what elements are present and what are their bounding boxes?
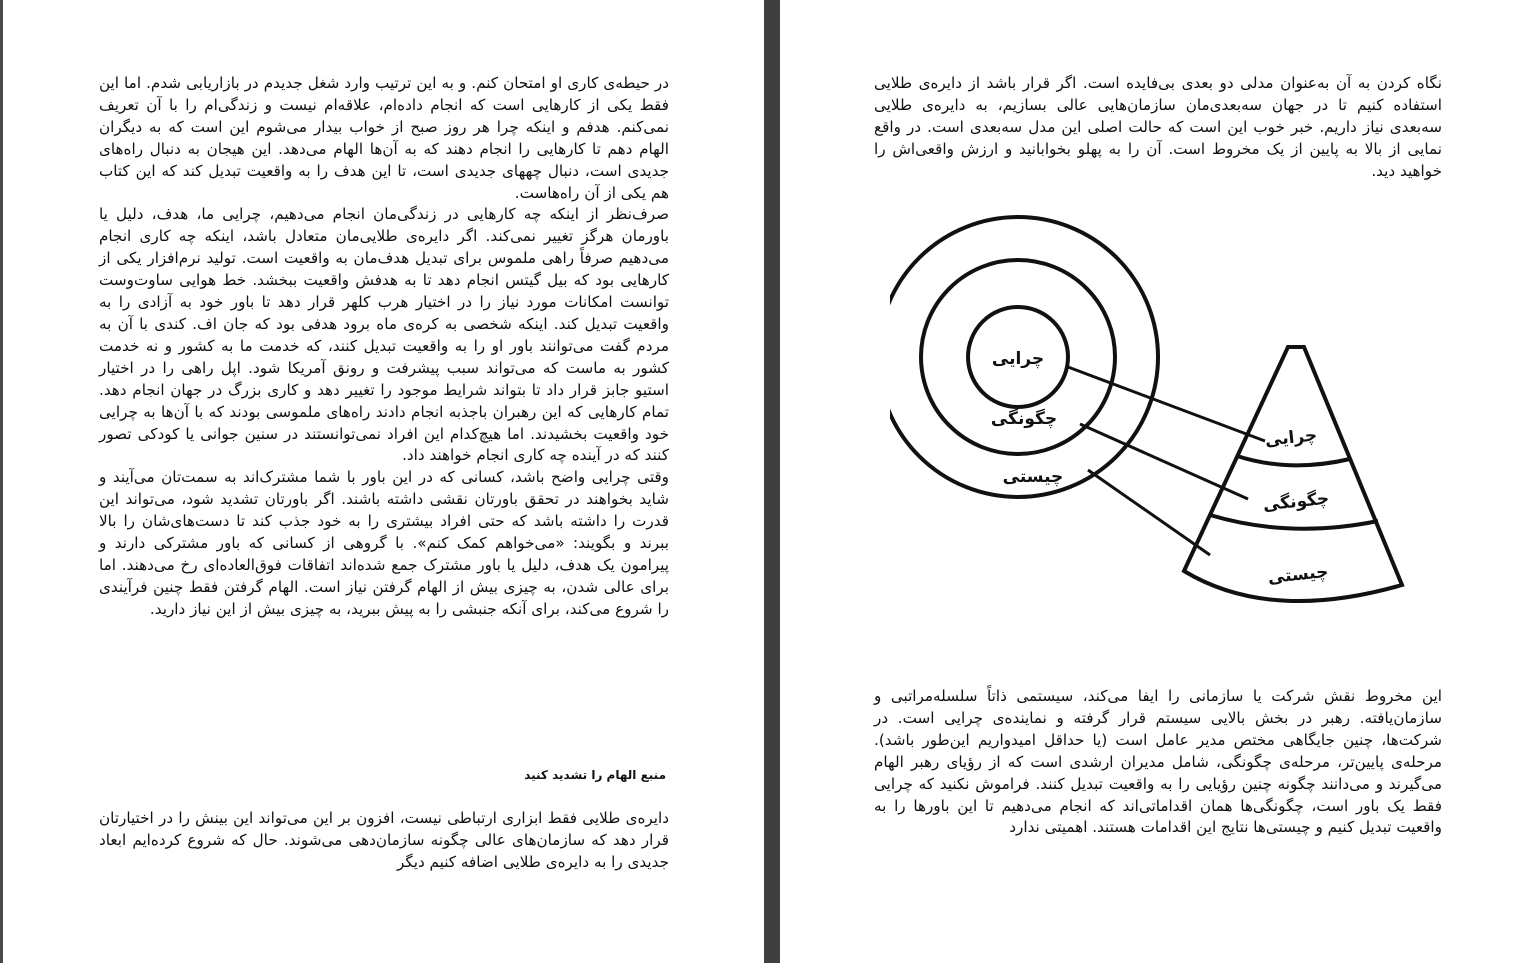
right-page-intro — [874, 73, 1442, 183]
paragraph: نگاه کردن به آن به‌عنوان مدلی دو بعدی بی‌فایده است. اگر قرار باشد از دایره‌ی طلایی استفاده کنیم تا در جهان سه‌بعدی‌مان سازمان‌هایی عالی بسازیم، به دایره‌ی طلایی سه‌بعدی نیاز داریم. خبر خوب این است که حالت اصلی این مدل سه‌بعدی است. در واقع نمایی از بالا به پایین از یک مخروط است. آن را به پهلو بخوابانید و ارزش واقعی‌اش را خواهید دید. — [874, 74, 1442, 180]
right-page — [780, 0, 1536, 963]
cone-label-what: چیستی — [1266, 561, 1330, 589]
cone-band-2 — [1210, 515, 1378, 529]
cone — [1184, 347, 1402, 601]
section-heading: منبع الهام را تشدید کنید — [524, 768, 666, 782]
connector-why — [1068, 367, 1265, 441]
left-page-body — [99, 73, 669, 621]
connector-what — [1088, 470, 1210, 555]
circle-label-how: چگونگی — [990, 409, 1058, 429]
left-page — [3, 0, 764, 963]
left-page-body-2 — [99, 808, 669, 874]
paragraph: در حیطه‌ی کاری او امتحان کنم. و به این ترتیب وارد شغل جدیدم در بازاریابی شدم. اما این فقط یکی از کارهایی است که انجام داده‌ام، علاقه‌ام نیست و زندگی‌ام را با آن تعریف نمی‌کنم. هدفم و اینکه چرا هر روز صبح از خواب بیدار می‌شوم این است که به دیگران الهام دهم تا کارهایی را انجام دهند که به آن‌ها الهام می‌دهد. این هیجان به دنبال راه‌های جدیدی است، دنبال چههای جدیدی است، تا این هدف را به واقعیت تبدیل کند که این کتاب هم یکی از آن راه‌هاست. — [99, 74, 669, 202]
page-gutter — [764, 0, 780, 963]
golden-circle-cone-diagram — [890, 205, 1450, 625]
paragraph: این مخروط نقش شرکت یا سازمانی را ایفا می‌کند، سیستمی ذاتاً سلسله‌مراتبی و سازمان‌یافته. رهبر در بخش بالایی سیستم قرار گرفته و نماینده‌ی چرایی است. در شرکت‌ها، چنین جایگاهی مختص مدیر عامل است (یا حداقل امیدواریم این‌طور باشد). مرحله‌ی پایین‌تر، مرحله‌ی چگونگی، شامل مدیران ارشدی است که از رؤیای رهبر الهام می‌گیرند و می‌دانند چگونه چنین رؤیایی را به واقعیت تبدیل کنند. فراموش نکنید که چرایی فقط یک باور است، چگونگی‌ها همان اقداماتی‌اند که انجام می‌دهیم تا این باورها را به واقعیت تبدیل کنیم و چیستی‌ها نتایج این اقدامات هستند. اهمیتی ندارد — [874, 687, 1442, 837]
cone-label-why: چرایی — [1264, 425, 1319, 451]
paragraph: صرف‌نظر از اینکه چه کارهایی در زندگی‌مان انجام می‌دهیم، چرایی ما، هدف، دلیل یا باورمان هرگز تغییر نمی‌کند. اگر دایره‌ی طلایی‌مان متعادل باشد، اینکه چه کاری انجام می‌دهیم صرفاً راهی ملموس برای تبدیل هدف‌مان به واقعیت است. تولید نرم‌افزار یکی از کارهایی بود که بیل گیتس انجام دهد تا به هدفش واقعیت ببخشد. خط هوایی ساوت‌وست توانست امکانات مورد نیاز را در اختیار هرب کلهر قرار دهد تا باور خود به آزادی را به واقعیت تبدیل کند. اینکه شخصی به کره‌ی ماه برود هدفی بود که جان اف. کندی با آن به مردم گفت می‌توانند باور او را به واقعیت تبدیل کنند، که خدمت ما به کشور و نه خدمت کشور به ماست که می‌تواند سبب پیشرفت و رونق آمریکا شود. اپل راهی را در اختیار استیو جابز قرار داد تا بتواند شرایط موجود را تغییر دهد و کاری بزرگ در جهان انجام دهد. تمام کارهایی که این رهبران باجذبه انجام دادند راه‌های ملموسی بودند که با آن‌ها به چرایی خود واقعیت بخشیدند. اما هیچ‌کدام این افراد نمی‌توانستند در سنین جوانی یا کودکی تصور کنند که در آینده چه کاری انجام خواهند داد. — [99, 205, 669, 465]
circle-label-why: چرایی — [991, 349, 1045, 369]
paragraph: دایره‌ی طلایی فقط ابزاری ارتباطی نیست، افزون بر این می‌تواند این بینش را در اختیارتان قرار دهد که سازمان‌های عالی چگونه سازمان‌دهی می‌شوند. حال که شروع کرده‌ایم ابعاد جدیدی را به دایره‌ی طلایی اضافه کنیم دیگر — [99, 809, 669, 871]
circle-label-what: چیستی — [1002, 467, 1064, 487]
paragraph: وقتی چرایی واضح باشد، کسانی که در این باور با شما مشترک‌اند به سمت‌تان می‌آیند و شاید بخواهند در تحقق باورتان نقشی داشته باشند. اگر باورتان تشدید شود، می‌تواند این قدرت را داشته باشد که حتی افراد بیشتری را به خود جذب کند تا دست‌های‌شان را بالا ببرند و بگویند: «می‌خواهم کمک کنم». با گروهی از کسانی که باور مشترکی دارند و پیرامون یک هدف، دلیل یا باور مشترک جمع شده‌اند اتفاقات فوق‌العاده‌ای رخ می‌دهند. اما برای عالی شدن، به چیزی بیش از الهام گرفتن نیاز است. الهام گرفتن فقط چنین فرآیندی را شروع می‌کند، برای آنکه جنبشی را به پیش ببرید، به چیزی بیش از این نیاز دارید. — [99, 468, 669, 618]
right-page-body — [874, 686, 1442, 839]
cone-label-how: چگونگی — [1262, 488, 1331, 516]
cone-outline — [1184, 347, 1402, 601]
cone-band-1 — [1237, 456, 1350, 465]
